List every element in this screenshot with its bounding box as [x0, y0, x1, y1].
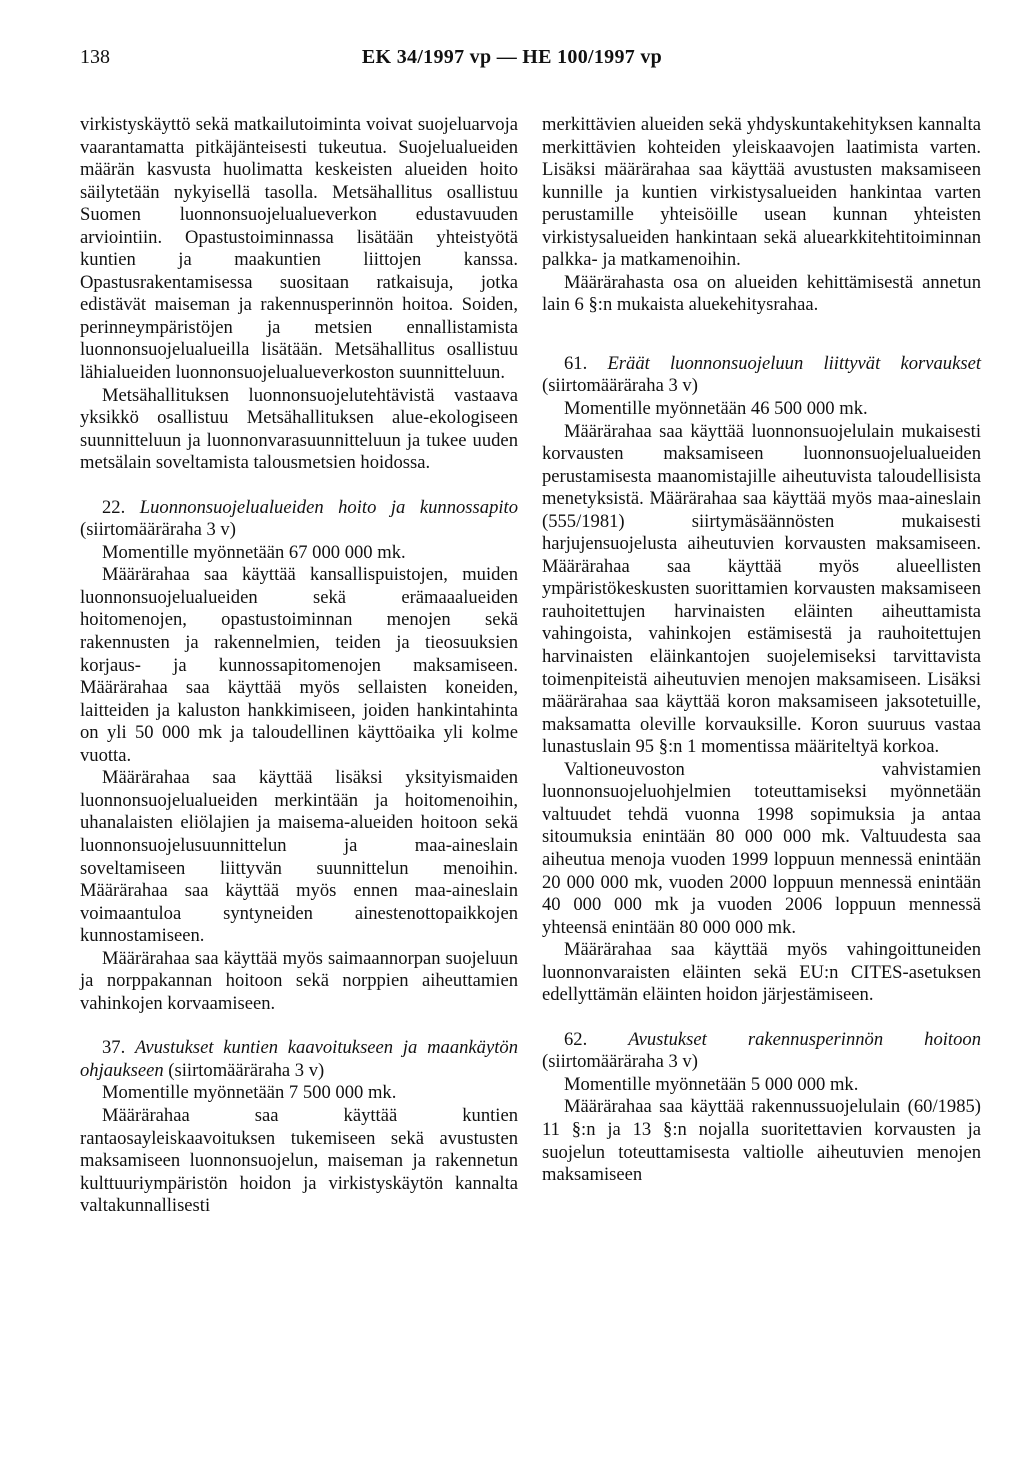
- section-number: 61.: [564, 352, 588, 374]
- section-heading-22: [80, 497, 518, 542]
- section-title: Avustukset rakennusperinnön hoitoon: [628, 1028, 981, 1050]
- paragraph: Määrärahaa saa käyttää lisäksi yksityismaiden luonnonsuojelualueiden merkintään ja hoitomenoihin, uhanalaisten eliölajien ja maisema-alueiden hoitoon sekä luonnonsuojelusuunnittelun ja maa-aineslain soveltamiseen liittyvän suunnittelun menoihin. Määrärahaa saa käyttää myös ennen maa-aineslain voimaantuloa syntyneiden ainestenottopaikkojen kunnostamiseen.: [80, 767, 518, 947]
- section-title: Avustukset kuntien kaavoitukseen ja maankäytön ohjaukseen: [80, 1037, 518, 1081]
- paragraph: Määrärahaa saa käyttää rakennussuojelulain (60/1985) 11 §:n ja 13 §:n nojalla suoritettavien korvausten ja suojelun toteuttamisesta valtiolle aiheutuvien menojen maksamiseen: [542, 1096, 981, 1186]
- section-title: Eräät luonnonsuojeluun liittyvät korvaukset: [607, 352, 981, 374]
- paragraph: Määrärahasta osa on alueiden kehittämisestä annetun lain 6 §:n mukaista aluekehitysrahaa.: [542, 271, 981, 316]
- section-heading-62: [542, 1029, 981, 1074]
- grant-line: Momentille myönnetään 67 000 000 mk.: [102, 541, 406, 563]
- grant-line: Momentille myönnetään 7 500 000 mk.: [102, 1082, 397, 1104]
- paragraph: Määrärahaa saa käyttää kuntien rantaosayleiskaavoituksen tukemiseen sekä avustusten maksamiseen luonnonsuojelun, maiseman ja rakennetun kulttuuriympäristön hoidon ja virkistyskäytön kannalta valtakunnallisesti: [80, 1104, 518, 1217]
- right-column: [542, 114, 981, 1187]
- section-appropriation-type: (siirtomääräraha 3 v): [163, 1059, 325, 1081]
- section-number: 22.: [102, 496, 126, 518]
- paragraph: Määrärahaa saa käyttää luonnonsuojelulain mukaisesti korvausten maksamiseen luonnonsuojelualueiden perustamisesta maanomistajille aiheutuvista taloudellisista menetyksistä. Määrärahaa saa käyttää myös maa-aineslain (555/1981) siirtymäsäännösten mukaisesti harjujensuojelusta aiheutuvien korvausten maksamiseen. Määrärahaa saa käyttää myös alueellisten ympäristökeskusten suorittamien korvausten maksamiseen rauhoitettujen harvinaisten eläinten aiheuttamista vahingoista, vahinkojen estämisestä ja rauhoitettujen harvinaisten eläinkantojen suojelemiseksi tarvittavista toimenpiteistä aiheutuvien menojen maksamiseen. Lisäksi määrärahaa saa käyttää koron maksamiseen jaksotetuille, maksamatta oleville korvauksille. Koron suuruus vastaa lunastuslain 95 §:n 1 momentissa määriteltyä korkoa.: [542, 420, 981, 758]
- paragraph: Metsähallituksen luonnonsuojelutehtävistä vastaava yksikkö osallistuu Metsähallituksen alue-ekologiseen suunnitteluun ja luonnonvarasuunnitteluun ja tukee uuden metsälain soveltamista talousmetsien hoidossa.: [80, 384, 518, 474]
- paragraph: Määrärahaa saa käyttää myös saimaannorpan suojeluun ja norppakannan hoitoon sekä norppien aiheuttamien vahinkojen korvaamiseen.: [80, 947, 518, 1014]
- grant-line: Momentille myönnetään 5 000 000 mk.: [564, 1073, 859, 1095]
- paragraph: virkistyskäyttö sekä matkailutoiminta voivat suojeluarvoja vaarantamatta pitkäjänteisesti tukeutua. Suojelualueiden määrän kasvusta huolimatta keskeisten alueiden hoito säilytetään nykyisellä tasolla. Metsähallitus osallistuu Suomen luonnonsuojelualueverkon edustavuuden arviointiin. Opastustoiminnassa lisätään yhteistyötä kuntien ja maakuntien liittojen kanssa. Opastusrakentamisessa suositaan ratkaisuja, jotka edistävät maiseman ja rakennusperinnön hoitoa. Soiden, perinneympäristöjen ja metsien ennallistamista luonnonsuojelualueilla lisätään. Metsähallitus osallistuu lähialueiden luonnonsuojelualueverkoston suunnitteluun.: [80, 114, 518, 384]
- grant-line: Momentille myönnetään 46 500 000 mk.: [564, 398, 868, 420]
- section-number: 37.: [102, 1037, 126, 1059]
- page-number: 138: [80, 46, 110, 68]
- left-column: [80, 114, 518, 1218]
- section-title: Luonnonsuojelualueiden hoito ja kunnossapito: [139, 496, 518, 518]
- section-number: 62.: [564, 1028, 588, 1050]
- page-header: [0, 46, 1024, 76]
- section-appropriation-type: (siirtomääräraha 3 v): [80, 519, 236, 541]
- section-appropriation-type: (siirtomääräraha 3 v): [542, 1051, 698, 1073]
- paragraph: Valtioneuvoston vahvistamien luonnonsuojeluohjelmien toteuttamiseksi myönnetään valtuudet tehdä vuonna 1998 sopimuksia ja antaa sitoumuksia enintään 80 000 000 mk. Valtuudesta saa aiheutua menoja vuoden 1999 loppuun mennessä enintään 20 000 000 mk, vuoden 2000 loppuun mennessä enintään 40 000 000 mk ja vuoden 2006 loppuun mennessä yhteensä enintään 80 000 000 mk.: [542, 758, 981, 938]
- running-head: EK 34/1997 vp — HE 100/1997 vp: [361, 46, 663, 68]
- section-heading-37: [80, 1037, 518, 1082]
- paragraph: Määrärahaa saa käyttää myös vahingoittuneiden luonnonvaraisten eläinten sekä EU:n CITES-asetuksen edellyttämän eläinten hoidon järjestämiseen.: [542, 939, 981, 1006]
- paragraph: Määrärahaa saa käyttää kansallispuistojen, muiden luonnonsuojelualueiden sekä erämaaalueiden hoitomenojen, opastustoiminnan menojen sekä rakennusten ja rakennelmien, teiden ja tieosuuksien korjaus- ja kunnossapitomenojen maksamiseen. Määrärahaa saa käyttää myös sellaisten koneiden, laitteiden ja kaluston hankkimiseen, joiden hankintahinta on yli 50 000 mk ja taloudellinen käyttöaika yli kolme vuotta.: [80, 564, 518, 766]
- paragraph: merkittävien alueiden sekä yhdyskuntakehityksen kannalta merkittävien kohteiden yleiskaavojen laatimista varten. Lisäksi määrärahaa saa käyttää avustusten maksamiseen kunnille ja kuntien virkistysalueiden hankintaa varten perustamille yhteisöille usean kunnan yhteisten virkistysalueiden hankintaan sekä aluearkkitehtitoiminnan palkka- ja matkamenoihin.: [542, 114, 981, 271]
- section-appropriation-type: (siirtomääräraha 3 v): [542, 375, 698, 397]
- section-heading-61: [542, 353, 981, 398]
